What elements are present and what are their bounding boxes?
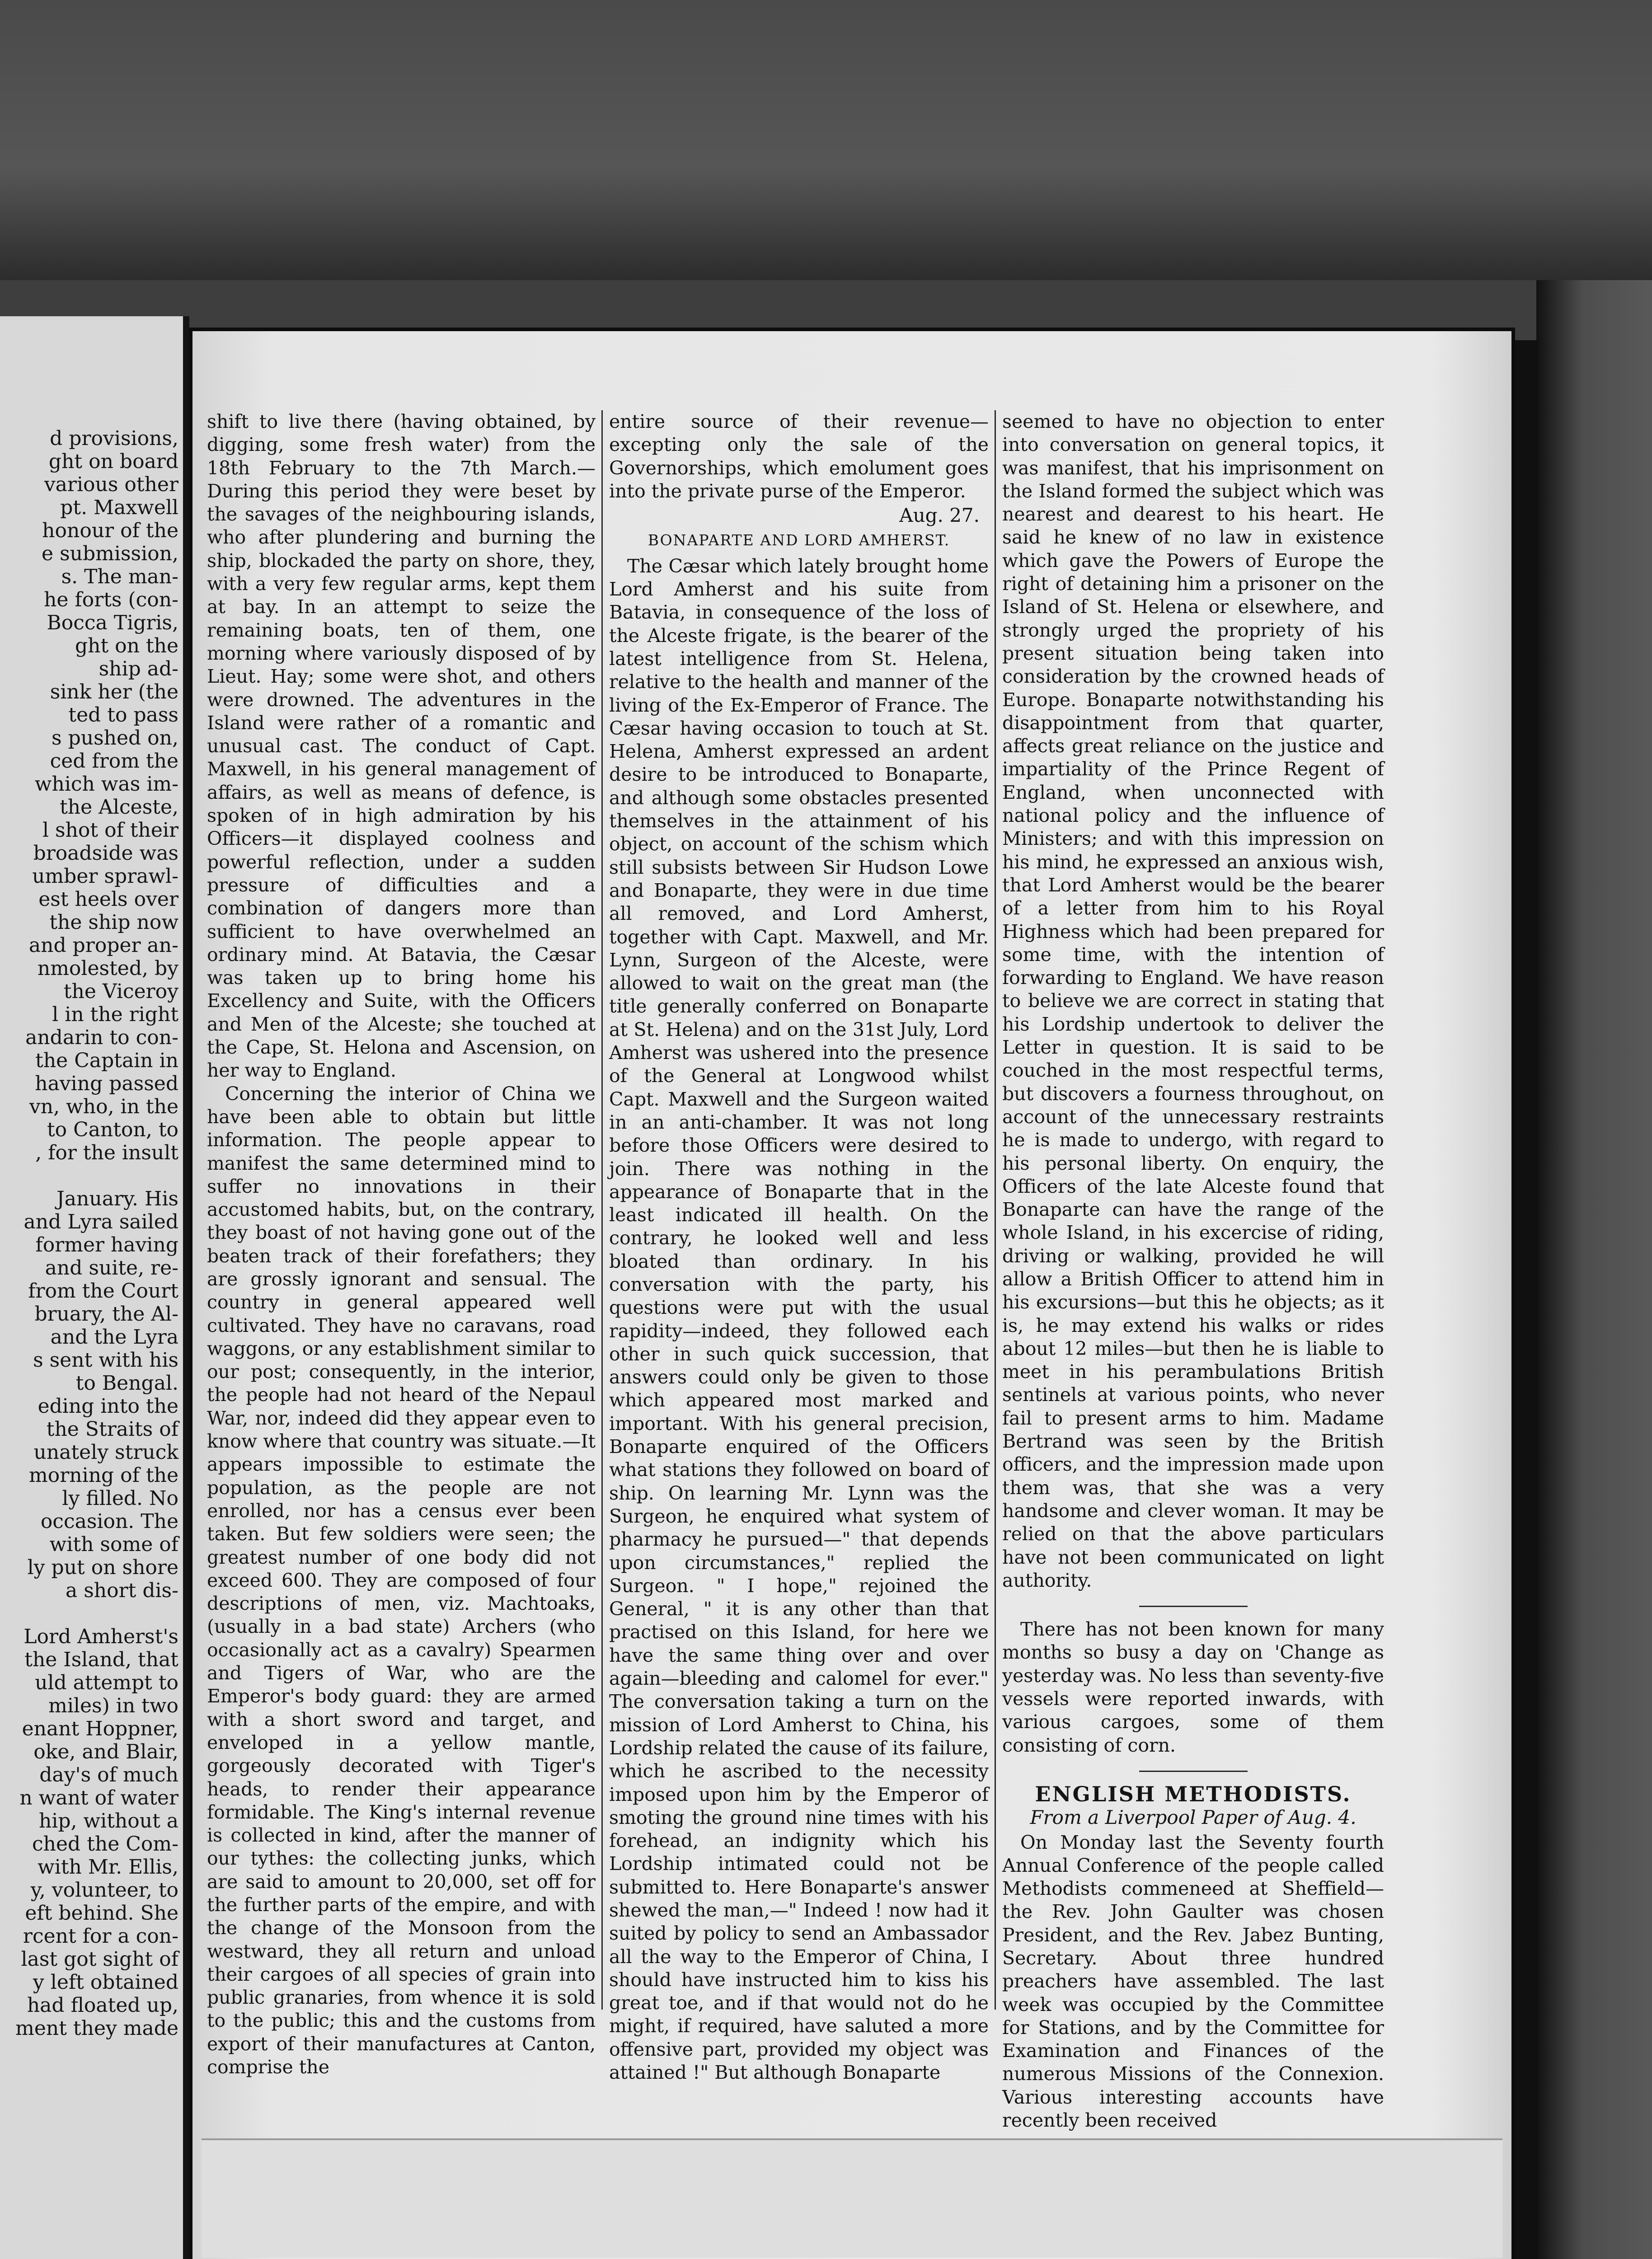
fragment-line: honour of the (42, 519, 178, 542)
fragment-line: he forts (con- (44, 588, 178, 611)
fragment-line: morning of the (29, 1464, 178, 1487)
fragment-line: ly filled. No (62, 1487, 178, 1510)
fragment-line (7, 1164, 178, 1187)
fragment-line: the ship now (49, 911, 178, 934)
fragment-line: vn, who, in the (29, 1095, 178, 1118)
backdrop-right (1536, 280, 1652, 2259)
article-subheading: From a Liverpool Paper of Aug. 4. (1030, 1806, 1356, 1829)
fragment-line: s pushed on, (52, 726, 178, 750)
fragment-line: having passed (35, 1072, 178, 1095)
section-divider (1139, 1606, 1248, 1607)
fragment-line (7, 1602, 178, 1625)
fragment-line: ted to pass (68, 703, 178, 726)
fragment-line: l shot of their (42, 819, 178, 842)
fragment-line: former having (35, 1233, 178, 1256)
column-rule (995, 410, 996, 2010)
fragment-line: oke, and Blair, (33, 1740, 178, 1763)
dateline: Aug. 27. (899, 504, 980, 527)
fragment-line: and suite, re- (45, 1256, 178, 1279)
fragment-line: ced from the (50, 750, 178, 773)
fragment-line: l in the right (52, 1003, 178, 1026)
fragment-line: ship ad- (99, 657, 178, 680)
page-edge (1515, 340, 1539, 2259)
article-paragraph: entire source of their revenue—excepting only the sale of the Governorships, which emolument goes into the private purse of the Emperor. (609, 411, 989, 502)
page-bottom-margin (202, 2138, 1502, 2258)
article-paragraph: The Cæsar which lately brought home Lord Amherst and his suite from Batavia, in consequence of the loss of the Alceste frigate, is the bearer of the latest intelligence from St. Helena, relative to the health and manner of the living of the Ex-Emperor of France. The Cæsar having occasion to touch at St. Helena, Amherst expressed an ardent desire to be introduced to Bonaparte, and although some obstacles presented themselves in the attainment of his object, on account of the schism which still subsists between Sir Hudson Lowe and Bonaparte, they were in due time all removed, and Lord Amherst, together with Capt. Maxwell, and Mr. Lynn, Surgeon of the Alceste, were allowed to wait on the great man (the title generally conferred on Bonaparte at St. Helena) and on the 31st July, Lord Amherst was ushered into the presence of the General at Longwood whilst Capt. Maxwell and the Surgeon waited in an anti-chamber. It was not long before those Officers were desired to join. There was nothing in the appearance of Bonaparte that in the least indicated ill health. On the contrary, he looked well and less bloated than ordinary. In his conversation with the party, his questions were put with the usual rapidity—indeed, they followed each other in such quick succession, that answers could only be given to those which appeared most marked and important. With his general precision, Bonaparte enquired of the Officers what stations they followed on board of ship. On learning Mr. Lynn was the Surgeon, he enquired what system of pharmacy he pursued—" that depends upon circumstances," replied the Surgeon. " I hope," rejoined the General, " it is any other than that practised on this Island, for here we have the same thing over and over again—bleeding and calomel for ever." The conversation taking a turn on the mission of Lord Amherst to China, his Lordship related the cause of its failure, which he ascribed to the necessity imposed upon him by the Emperor of smoting the ground nine times with his forehead, an indignity which his Lordship intimated could not be submitted to. Here Bonaparte's answer shewed the man,—" Indeed ! now had it suited by policy to send an Ambassador all the way to the Emperor of China, I should have instructed him to kiss his great toe, and if that would not do he might, if required, have saluted a more offensive part, provided my object was attained !" But although Bonaparte (609, 555, 989, 2084)
fragment-line: January. His (56, 1187, 178, 1210)
fragment-line: ment they made (15, 2017, 178, 2040)
fragment-line: e submission, (42, 542, 178, 565)
fragment-line: had floated up, (27, 1994, 178, 2017)
fragment-line: from the Court (28, 1279, 178, 1303)
fragment-line: andarin to con- (25, 1026, 178, 1049)
fragment-line: miles) in two (48, 1694, 178, 1717)
fragment-line: sink her (the (50, 680, 178, 703)
fragment-line: with some of (49, 1533, 178, 1556)
fragment-line: the Alceste, (60, 796, 178, 819)
fragment-line: various other (44, 473, 178, 496)
fragment-line: , for the insult (35, 1141, 178, 1164)
fragment-line: enant Hoppner, (22, 1717, 178, 1740)
fragment-line: nmolested, by (37, 957, 178, 980)
fragment-line: and the Lyra (50, 1326, 178, 1349)
fragment-line: the Viceroy (63, 980, 178, 1003)
fragment-line: umber sprawl- (32, 865, 178, 888)
fragment-line: to Canton, to (47, 1118, 178, 1141)
fragment-line: a short dis- (65, 1579, 178, 1602)
fragment-line: with Mr. Ellis, (38, 1856, 178, 1879)
fragment-line: last got sight of (21, 1948, 178, 1971)
fragment-line: ly put on shore (27, 1556, 178, 1579)
article-paragraph: There has not been known for many months so busy a day on 'Change as yesterday was. No less than seventy-five vessels were reported inwards, with various cargoes, some of them consisting of corn. (1002, 1618, 1384, 1756)
column-2 (609, 410, 989, 2084)
fragment-line: Lord Amherst's (23, 1625, 178, 1648)
fragment-line: bruary, the Al- (34, 1303, 178, 1326)
article-paragraph: shift to live there (having obtained, by digging, some fresh water) from the 18th February to the 7th March.—During this period they were beset by the savages of the neighbouring islands, who after plundering and burning the ship, blockaded the party on shore, they, with a very few regular arms, kept them at bay. In an attempt to seize the remaining boats, ten of them, one morning where variously disposed of by Lieut. Hay; some were shot, and others were drowned. The adventures in the Island were rather of a romantic and unusual cast. The conduct of Capt. Maxwell, in his general management of affairs, as well as means of defence, is spoken of in high admiration by his Officers—it displayed coolness and powerful reflection, under a sudden pressure of difficulties and a combination of dangers more than sufficient to have overwhelmed an ordinary mind. At Batavia, the Cæsar was taken up to bring home his Excellency and Suite, with the Officers and Men of the Alceste; she touched at the Cape, St. Helona and Ascension, on her way to England. (207, 411, 596, 1082)
newspaper-page (189, 328, 1515, 2259)
article-paragraph: Concerning the interior of China we have been able to obtain but little information. The people appear to manifest the same determined mind to suffer no innovations in their accustomed habits, but, on the contrary, they boast of not having gone out of the beaten track of their forefathers; they are grossly ignorant and sensual. The country in general appeared well cultivated. They have no caravans, road waggons, or any establishment similar to our post; consequently, in the interior, the people had not heard of the Nepaul War, nor, indeed did they appear even to know where that country was situate.—It appears impossible to estimate the population, as the people are not enrolled, nor has a census ever been taken. But few soldiers were seen; the greatest number of one body did not exceed 600. They are composed of four descriptions of men, viz. Machtoaks, (usually in a bad state) Archers (who occasionally act as a cavalry) Spearmen and Tigers of War, who are the Emperor's body guard: they are armed with a short sword and target, and enveloped in a yellow mantle, gorgeously decorated with Tiger's heads, to render their appearance formidable. The King's internal revenue is collected in kind, after the manner of our tythes: the collecting junks, which are said to amount to 20,000, set off for the further parts of the empire, and with the change of the Monsoon from the westward, they all return and unload their cargoes of all species of grain into public granaries, from whence it is sold to the public; this and the customs from export of their manufactures at Canton, comprise the (207, 1083, 596, 2078)
article-paragraph: seemed to have no objection to enter into conversation on general topics, it was manifest, that his imprisonment on the Island formed the subject which was nearest and dearest to his heart. He said he knew of no law in existence which gave the Powers of Europe the right of detaining him a prisoner on the Island of St. Helena or elsewhere, and strongly urged the propriety of his present situation being taken into consideration by the crowned heads of Europe. Bonaparte notwithstanding his disappointment from that quarter, affects great reliance on the justice and impartiality of the Prince Regent of England, when unconnected with national policy and the influence of Ministers; and with this impression on his mind, he expressed an anxious wish, that Lord Amherst would be the bearer of a letter from him to his Royal Highness which had been prepared for some time, with the intention of forwarding to England. We have reason to believe we are correct in stating that his Lordship undertook to deliver the Letter in question. It is said to be couched in the most respectful terms, but discovers a fourness throughout, on account of the unnecessary restraints he is made to undergo, with regard to his personal liberty. On enquiry, the Officers of the late Alceste found that Bonaparte can have the range of the whole Island, in his excercise of riding, driving or walking, provided he will allow a British Officer to attend him in his excursions—but this he objects; as it is, he may extend his walks or rides about 12 miles—but then he is liable to meet in his perambulations British sentinels at various points, who never fail to present arms to him. Madame Bertrand was seen by the British officers, and the impression made upon them was, that she was a very handsome and clever woman. It may be relied on that the above particulars have not been communicated on light authority. (1002, 411, 1384, 1591)
fragment-line: eft behind. She (25, 1902, 178, 1925)
fragment-line: ght on the (75, 634, 178, 657)
fragment-line: to Bengal. (75, 1372, 178, 1395)
fragment-line: ght on board (48, 450, 178, 473)
fragment-line: eding into the (38, 1395, 178, 1418)
fragment-line: d provisions, (50, 427, 178, 450)
fragment-line: rcent for a con- (23, 1925, 178, 1948)
fragment-line: the Straits of (46, 1418, 178, 1441)
fragment-line: s sent with his (33, 1349, 178, 1372)
fragment-line: day's of much (39, 1763, 178, 1786)
fragment-line: s. The man- (61, 565, 178, 588)
fragment-line: est heels over (38, 888, 178, 911)
column-rule (601, 410, 603, 2010)
fragment-line: pt. Maxwell (60, 496, 178, 519)
column-1 (207, 410, 596, 2079)
fragment-line: uld attempt to (35, 1671, 178, 1694)
fragment-line: and Lyra sailed (23, 1210, 178, 1233)
fragment-line: n want of water (19, 1786, 178, 1809)
fragment-line: unately struck (33, 1441, 178, 1464)
backdrop-top (0, 0, 1652, 280)
left-page-text (7, 427, 178, 2040)
article-heading: BONAPARTE AND LORD AMHERST. (648, 531, 950, 549)
fragment-line: hip, without a (38, 1809, 178, 1833)
article-paragraph: On Monday last the Seventy fourth Annual Conference of the people called Methodists commeneed at Sheffield—the Rev. John Gaulter was chosen President, and the Rev. Jabez Bunting, Secretary. About three hundred preachers have assembled. The last week was occupied by the Committee for Stations, and by the Committee for Examination and Finances of the numerous Missions of the Connexion. Various interesting accounts have recently been received (1002, 1831, 1384, 2132)
column-3 (1002, 410, 1384, 2132)
fragment-line: occasion. The (40, 1510, 178, 1533)
fragment-line: Bocca Tigris, (47, 611, 178, 634)
fragment-line: broadside was (33, 842, 178, 865)
fragment-line: y, volunteer, to (30, 1879, 178, 1902)
fragment-line: the Island, that (24, 1648, 178, 1671)
fragment-line: which was im- (34, 773, 178, 796)
fragment-line: y left obtained (33, 1971, 178, 1994)
fragment-line: ched the Com- (32, 1833, 178, 1856)
fragment-line: and proper an- (28, 934, 178, 957)
section-divider (1139, 1771, 1248, 1772)
article-heading: ENGLISH METHODISTS. (1035, 1781, 1352, 1806)
fragment-line: the Captain in (35, 1049, 178, 1072)
left-page-fragment (0, 316, 189, 2259)
